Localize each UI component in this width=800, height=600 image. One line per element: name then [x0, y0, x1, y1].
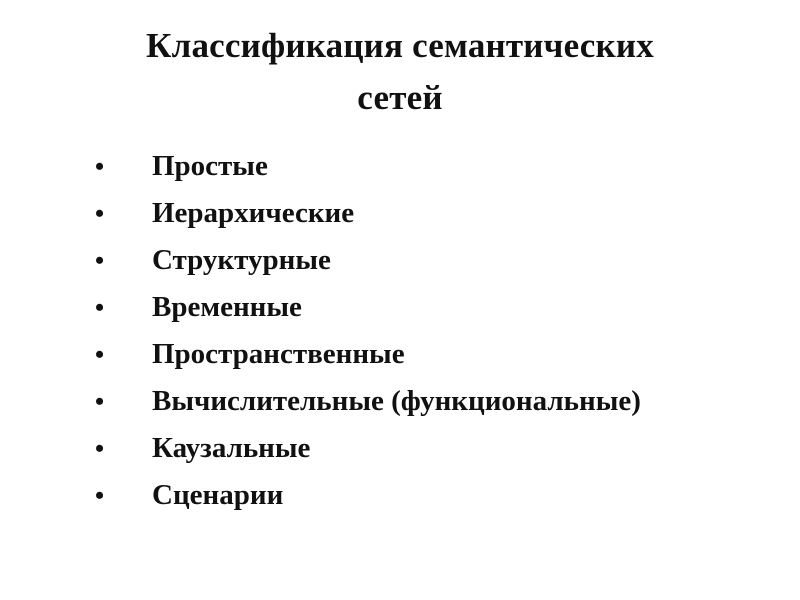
list-item-label: Иерархические [152, 197, 355, 229]
list-item-label: Пространственные [152, 338, 405, 370]
list-item-label: Временные [152, 291, 302, 323]
bullet-icon: • [95, 293, 105, 322]
slide-title [60, 20, 740, 124]
bullet-icon: • [95, 434, 105, 463]
list-item-label: Сценарии [152, 479, 284, 511]
title-line: Классификация семантических [146, 26, 654, 65]
bullet-icon: • [95, 340, 105, 369]
bullet-icon: • [95, 199, 105, 228]
bullet-icon: • [95, 387, 105, 416]
list-item-label: Вычислительные (функциональные) [152, 385, 641, 417]
list-item-label: Структурные [152, 244, 331, 276]
title-line: сетей [357, 78, 443, 117]
list-item-label: Каузальные [152, 432, 311, 464]
bullet-icon: • [95, 246, 105, 275]
bullet-icon: • [95, 481, 105, 510]
bullet-icon: • [95, 152, 105, 181]
list-item-label: Простые [152, 150, 268, 182]
